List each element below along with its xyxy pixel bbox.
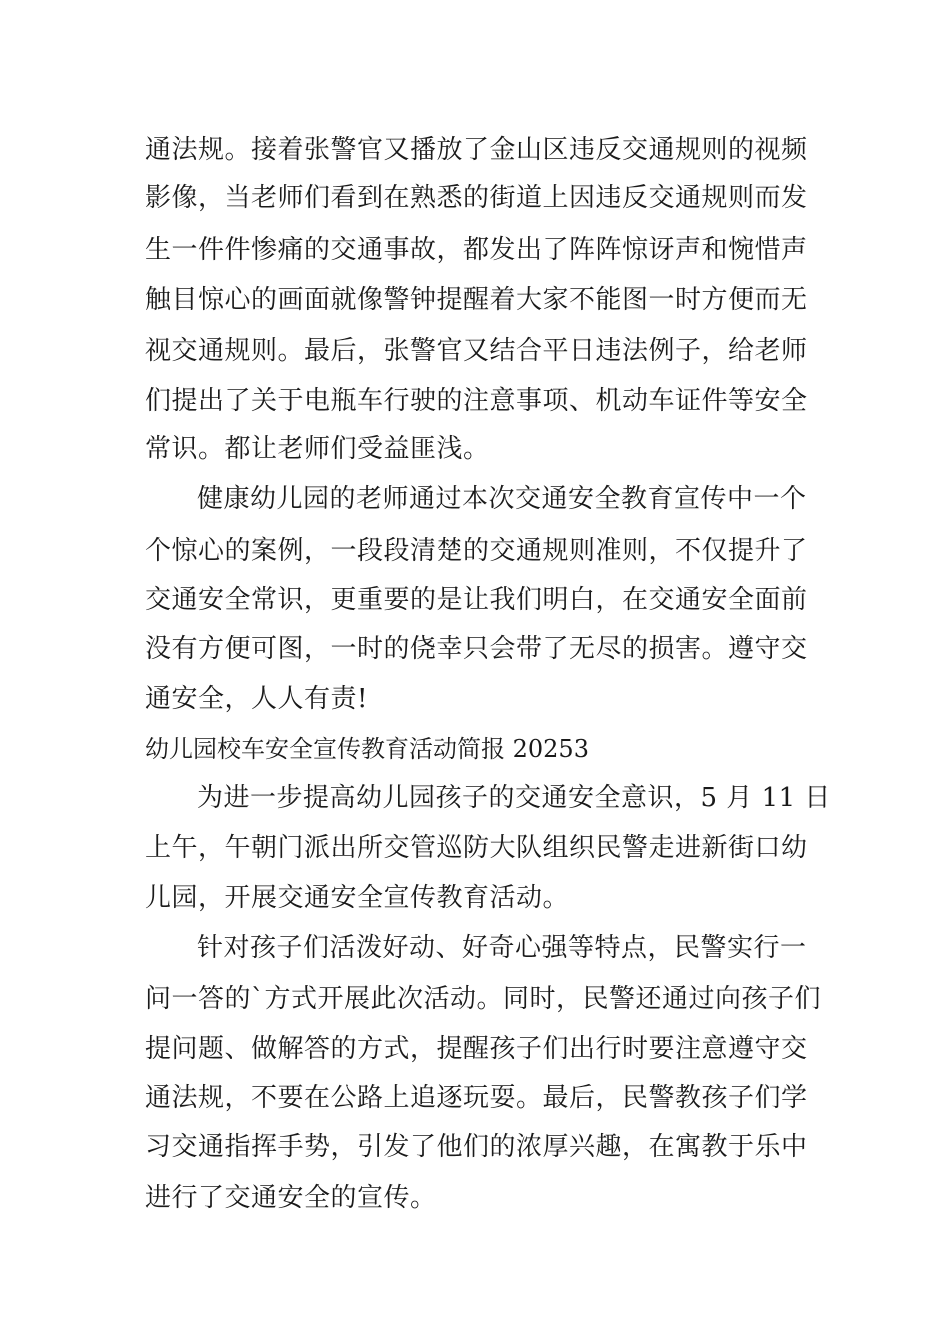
text-line: 上午，午朝门派出所交管巡防大队组织民警走进新街口幼 — [145, 833, 808, 863]
text-line: 提问题、做解答的方式，提醒孩子们出行时要注意遵守交 — [145, 1034, 808, 1064]
text-line: 为进一步提高幼儿园孩子的交通安全意识，5 月 11 日 — [197, 783, 831, 813]
text-line: 影像，当老师们看到在熟悉的街道上因违反交通规则而发 — [145, 183, 808, 213]
text-line: 生一件件惨痛的交通事故，都发出了阵阵惊讶声和惋惜声 — [145, 235, 808, 265]
text-line: 针对孩子们活泼好动、好奇心强等特点，民警实行一 — [197, 933, 807, 963]
text-line: 儿园，开展交通安全宣传教育活动。 — [145, 883, 570, 913]
text-line: 健康幼儿园的老师通过本次交通安全教育宣传中一个 — [197, 484, 807, 514]
text-line: 通安全，人人有责! — [145, 684, 368, 714]
text-line: 习交通指挥手势，引发了他们的浓厚兴趣，在寓教于乐中 — [145, 1132, 808, 1162]
text-line: 问一答的`方式开展此次活动。同时，民警还通过向孩子们 — [145, 984, 822, 1014]
text-line: 交通安全常识，更重要的是让我们明白，在交通安全面前 — [145, 585, 808, 615]
text-line: 通法规。接着张警官又播放了金山区违反交通规则的视频 — [145, 135, 808, 165]
text-line: 们提出了关于电瓶车行驶的注意事项、机动车证件等安全 — [145, 386, 808, 416]
text-line: 没有方便可图，一时的侥幸只会带了无尽的损害。遵守交 — [145, 634, 808, 664]
text-line: 视交通规则。最后，张警官又结合平日违法例子，给老师 — [145, 336, 808, 366]
text-line: 进行了交通安全的宣传。 — [145, 1183, 437, 1213]
text-line: 个惊心的案例，一段段清楚的交通规则准则，不仅提升了 — [145, 536, 808, 566]
section-heading: 幼儿园校车安全宣传教育活动简报 20253 — [145, 735, 589, 763]
text-line: 触目惊心的画面就像警钟提醒着大家不能图一时方便而无 — [145, 285, 808, 315]
text-line: 常识。都让老师们受益匪浅。 — [145, 434, 490, 464]
text-line: 通法规，不要在公路上追逐玩耍。最后，民警教孩子们学 — [145, 1083, 808, 1113]
